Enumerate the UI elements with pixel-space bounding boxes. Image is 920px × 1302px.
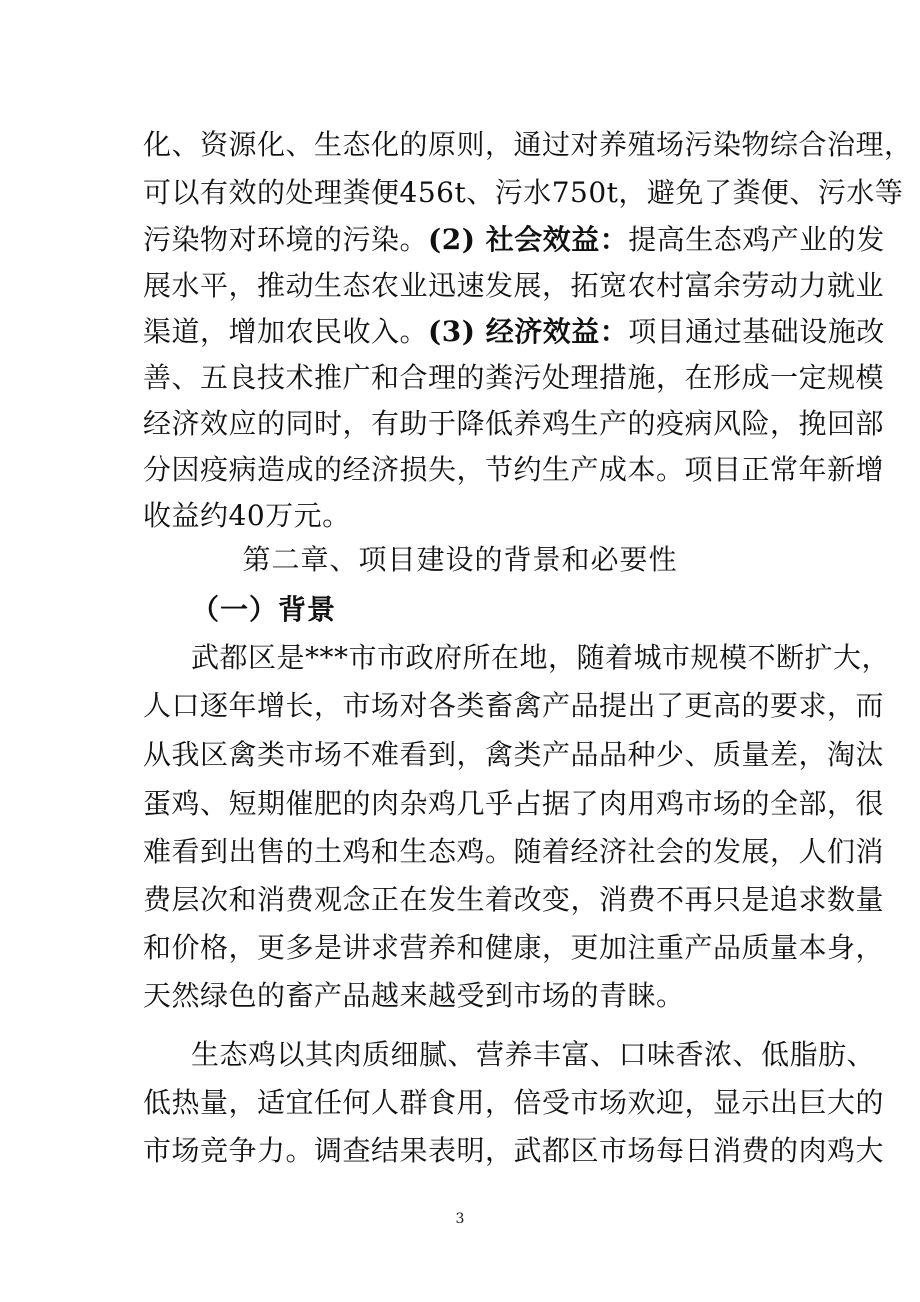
paragraph-line: 分因疫病造成的经济损失，节约生产成本。项目正常年新增 [143,453,885,486]
paragraph-line: 化、资源化、生态化的原则，通过对养殖场污染物综合治理， [143,128,913,161]
social-benefit-heading: (2) 社会效益： [428,223,629,256]
paragraph-line: 可以有效的处理粪便456t、污水750t，避免了粪便、污水等 [143,176,904,209]
paragraph-line: 展水平，推动生态农业迅速发展，拓宽农村富余劳动力就业 [143,269,885,302]
paragraph-line: 费层次和消费观念正在发生着改变，消费不再只是追求数量 [143,883,885,916]
paragraph-line: 天然绿色的畜产品越来越受到市场的青睐。 [143,979,685,1012]
paragraph-line [143,220,885,260]
paragraph-text: 渠道，增加农民收入。 [143,315,429,348]
page-number: 3 [455,1211,465,1227]
paragraph-line: 生态鸡以其肉质细腻、营养丰富、口味香浓、低脂肪、 [191,1038,876,1071]
paragraph-line: 人口逐年增长，市场对各类畜禽产品提出了更高的要求，而 [143,689,885,722]
paragraph-line: 武都区是***市市政府所在地，随着城市规模不断扩大， [191,641,891,674]
paragraph-text: 污染物对环境的污染。 [143,223,429,256]
economic-benefit-heading: (3) 经济效益： [428,315,629,348]
paragraph-line [143,312,885,352]
chapter-title: 第二章、项目建设的背景和必要性 [242,543,678,576]
paragraph-line: 善、五良技术推广和合理的粪污处理措施，在形成一定规模 [143,361,885,394]
paragraph-line: 蛋鸡、短期催肥的肉杂鸡几乎占据了肉用鸡市场的全部，很 [143,787,885,820]
paragraph-line: 市场竞争力。调查结果表明，武都区市场每日消费的肉鸡大 [143,1134,885,1167]
paragraph-line: 难看到出售的土鸡和生态鸡。随着经济社会的发展，人们消 [143,835,885,868]
section-title: （一）背景 [191,593,337,626]
paragraph-text: 提高生态鸡产业的发 [628,223,885,256]
paragraph-line: 低热量，适宜任何人群食用，倍受市场欢迎，显示出巨大的 [143,1086,885,1119]
paragraph-line: 经济效应的同时，有助于降低养鸡生产的疫病风险，挽回部 [143,407,885,440]
paragraph-line: 从我区禽类市场不难看到，禽类产品品种少、质量差，淘汰 [143,738,885,771]
paragraph-text: 项目通过基础设施改 [628,315,885,348]
paragraph-line: 和价格，更多是讲求营养和健康，更加注重产品质量本身， [143,931,885,964]
paragraph-line: 收益约40万元。 [143,499,351,532]
